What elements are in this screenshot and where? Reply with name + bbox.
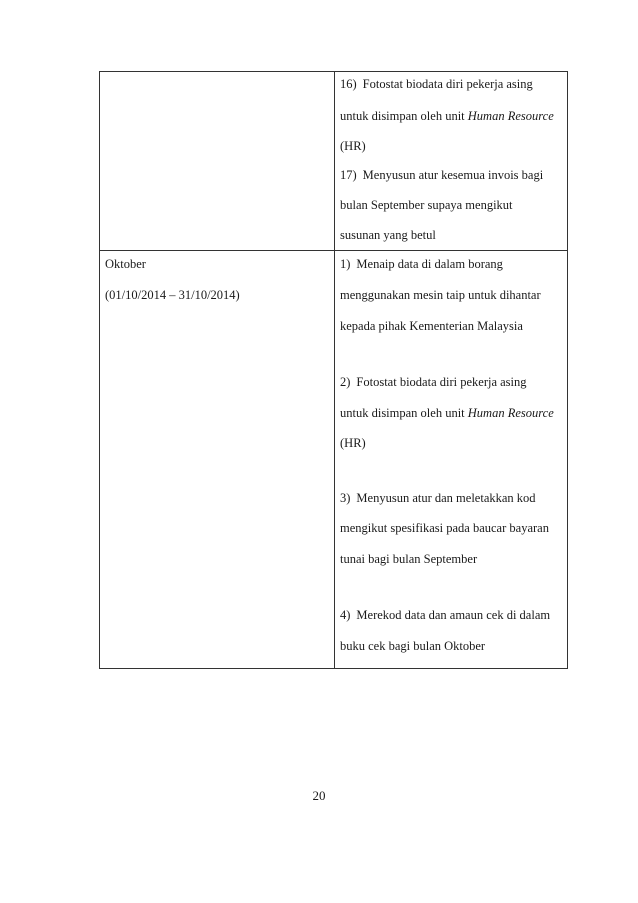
page-number: 20 [312, 788, 326, 803]
item-2-line-1: 2) Fotostat biodata diri pekerja asing [340, 375, 527, 389]
item-2-line-3: (HR) [340, 436, 366, 450]
item-16-line-2: untuk disimpan oleh unit Human Resource [340, 109, 554, 123]
row-divider [100, 250, 567, 251]
item-3-line-1: 3) Menyusun atur dan meletakkan kod [340, 491, 536, 505]
item-3-line-3: tunai bagi bulan September [340, 552, 478, 566]
item-17-line-1: 17) Menyusun atur kesemua invois bagi [340, 168, 544, 182]
item-16-line-3: (HR) [340, 139, 366, 153]
item-16-line-1: 16) Fotostat biodata diri pekerja asing [340, 77, 533, 91]
human-resource-italic: Human Resource [467, 109, 554, 123]
item-1-line-3: kepada pihak Kementerian Malaysia [340, 319, 523, 333]
human-resource-italic: Human Resource [467, 406, 554, 420]
item-17-line-3: susunan yang betul [340, 228, 436, 242]
date-range: (01/10/2014 – 31/10/2014) [105, 288, 240, 302]
item-1-line-2: menggunakan mesin taip untuk dihantar [340, 288, 541, 302]
item-4-line-1: 4) Merekod data dan amaun cek di dalam [340, 608, 551, 622]
item-2-line-2: untuk disimpan oleh unit Human Resource [340, 406, 554, 420]
item-3-line-2: mengikut spesifikasi pada baucar bayaran [340, 521, 549, 535]
activity-table [99, 71, 568, 669]
item-4-line-2: buku cek bagi bulan Oktober [340, 639, 486, 653]
month-label: Oktober [105, 257, 146, 271]
item-17-line-2: bulan September supaya mengikut [340, 198, 513, 212]
item-1-line-1: 1) Menaip data di dalam borang [340, 257, 503, 271]
column-divider [334, 72, 335, 668]
